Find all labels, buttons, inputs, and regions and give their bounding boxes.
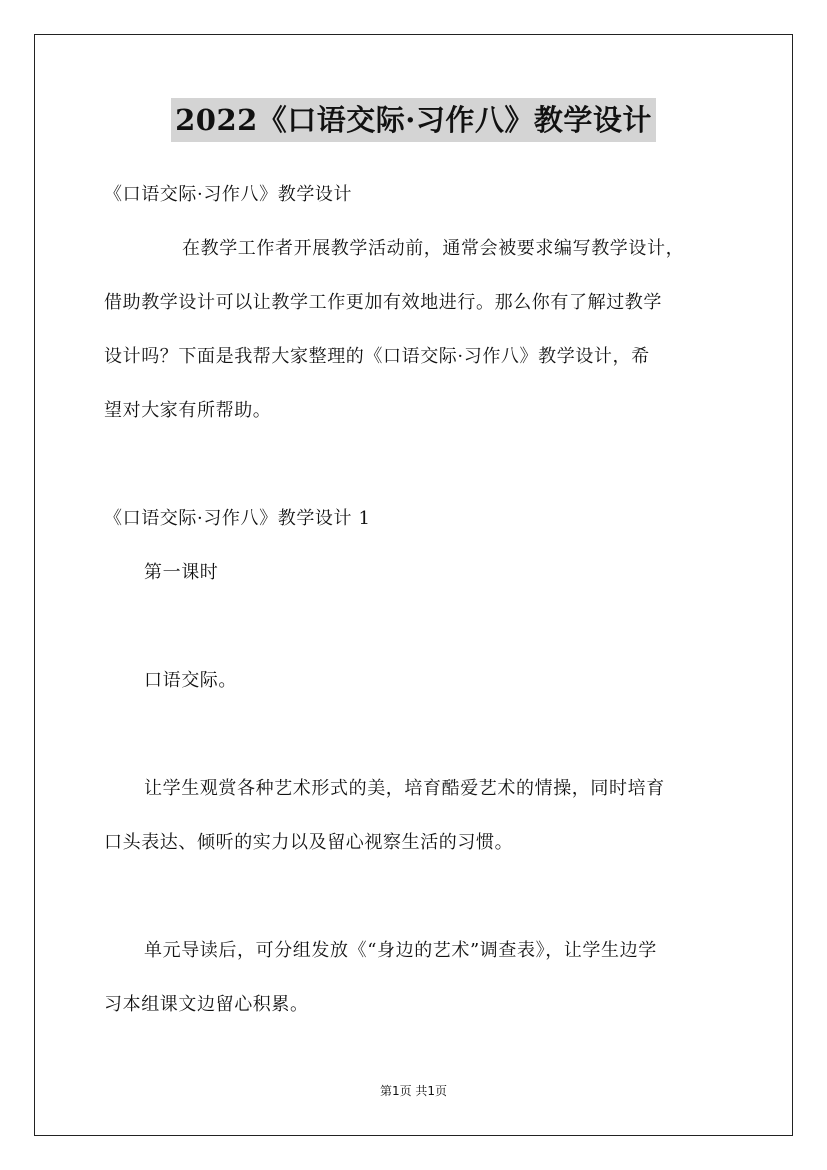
goal-line-1: 让学生观赏各种艺术形式的美，培育酷爱艺术的情操，同时培育: [144, 778, 665, 799]
intro-line-3: 设计吗？下面是我帮大家整理的《口语交际·习作八》教学设计，希: [104, 346, 650, 367]
lesson-label: 第一课时: [144, 562, 219, 583]
section-heading: 《口语交际·习作八》教学设计 1: [104, 508, 371, 529]
intro-line-1: 在教学工作者开展教学活动前，通常会被要求编写教学设计，: [182, 238, 685, 259]
title-container: [0, 98, 827, 142]
intro-line-4: 望对大家有所帮助。: [104, 400, 272, 421]
goal-line-2: 口头表达、倾听的实力以及留心视察生活的习惯。: [104, 832, 514, 853]
prep-line-1: 单元导读后，可分组发放《“身边的艺术”调查表》，让学生边学: [144, 940, 657, 961]
intro-line-2: 借助教学设计可以让教学工作更加有效地进行。那么你有了解过教学: [104, 292, 662, 313]
prep-line-2: 习本组课文边留心积累。: [104, 994, 309, 1015]
page-number-footer: 第1页 共1页: [379, 1084, 448, 1098]
document-title: 2022《口语交际·习作八》教学设计: [171, 98, 656, 142]
document-subtitle: 《口语交际·习作八》教学设计: [104, 184, 353, 205]
topic-line: 口语交际。: [144, 670, 237, 691]
